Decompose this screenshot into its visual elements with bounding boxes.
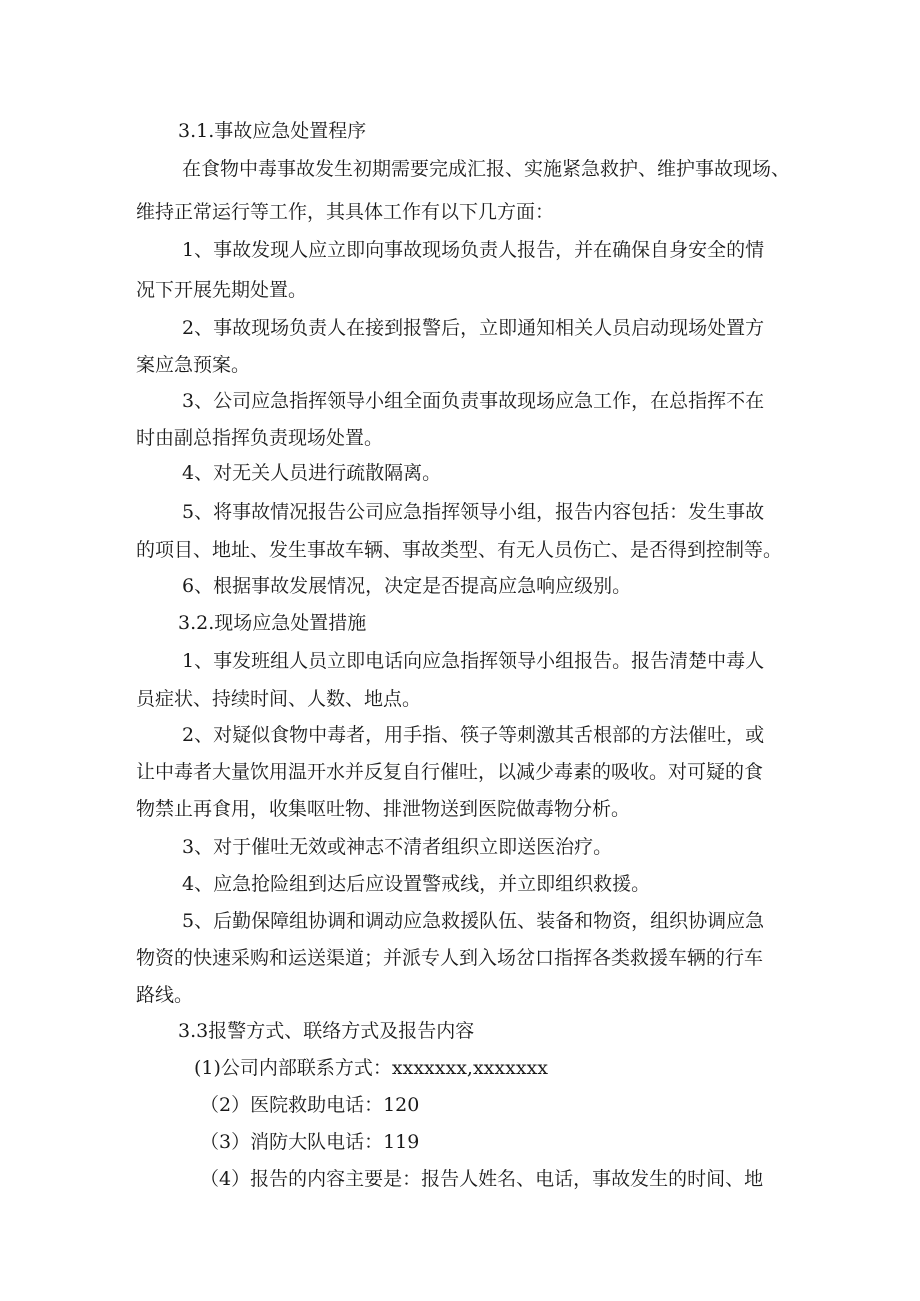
contact-item: (1)公司内部联系方式：xxxxxxx,xxxxxxx [194,1057,548,1079]
section-heading-3-3: 3.3报警方式、联络方式及报告内容 [178,1020,475,1042]
list-item-line: 4、对无关人员进行疏散隔离。 [182,462,442,484]
list-item-line: 4、应急抢险组到达后应设置警戒线，并立即组织救援。 [182,873,651,895]
list-item-line: 3、公司应急指挥领导小组全面负责事故现场应急工作，在总指挥不在 [182,390,765,412]
list-item-line: 5、后勤保障组协调和调动应急救援队伍、装备和物资，组织协调应急 [182,910,765,932]
list-item-line: 时由副总指挥负责现场处置。 [136,427,384,449]
list-item-line: 物禁止再食用，收集呕吐物、排泄物送到医院做毒物分析。 [136,798,631,820]
section-heading-3-2: 3.2.现场应急处置措施 [178,612,367,634]
list-item-line: 2、对疑似食物中毒者，用手指、筷子等刺激其舌根部的方法催吐，或 [182,724,765,746]
list-item-line: 1、事发班组人员立即电话向应急指挥领导小组报告。报告清楚中毒人 [182,650,765,672]
section-heading-3-1: 3.1.事故应急处置程序 [178,120,367,142]
list-item-line: 况下开展先期处置。 [136,279,308,301]
paragraph-line: 维持正常运行等工作，其具体工作有以下几方面： [136,201,555,223]
list-item-line: 路线。 [136,984,194,1006]
contact-item: （4）报告的内容主要是：报告人姓名、电话，事故发生的时间、地 [200,1168,764,1190]
contact-item: （2）医院救助电话：120 [200,1094,420,1116]
list-item-line: 2、事故现场负责人在接到报警后，立即通知相关人员启动现场处置方 [182,317,765,339]
list-item-line: 6、根据事故发展情况，决定是否提高应急响应级别。 [182,575,632,597]
list-item-line: 1、事故发现人应立即向事故现场负责人报告，并在确保自身安全的情 [182,239,765,261]
list-item-line: 员症状、持续时间、人数、地点。 [136,688,422,710]
list-item-line: 3、对于催吐无效或神志不清者组织立即送医治疗。 [182,836,613,858]
paragraph-line: 在食物中毒事故发生初期需要完成汇报、实施紧急救护、维护事故现场、 [182,158,791,180]
contact-item: （3）消防大队电话：119 [200,1131,420,1153]
list-item-line: 的项目、地址、发生事故车辆、事故类型、有无人员伤亡、是否得到控制等。 [136,539,783,561]
list-item-line: 案应急预案。 [136,354,251,376]
list-item-line: 物资的快速采购和运送渠道；并派专人到入场岔口指挥各类救援车辆的行车 [136,947,764,969]
list-item-line: 让中毒者大量饮用温开水并反复自行催吐，以减少毒素的吸收。对可疑的食 [136,761,764,783]
list-item-line: 5、将事故情况报告公司应急指挥领导小组，报告内容包括：发生事故 [182,501,765,523]
